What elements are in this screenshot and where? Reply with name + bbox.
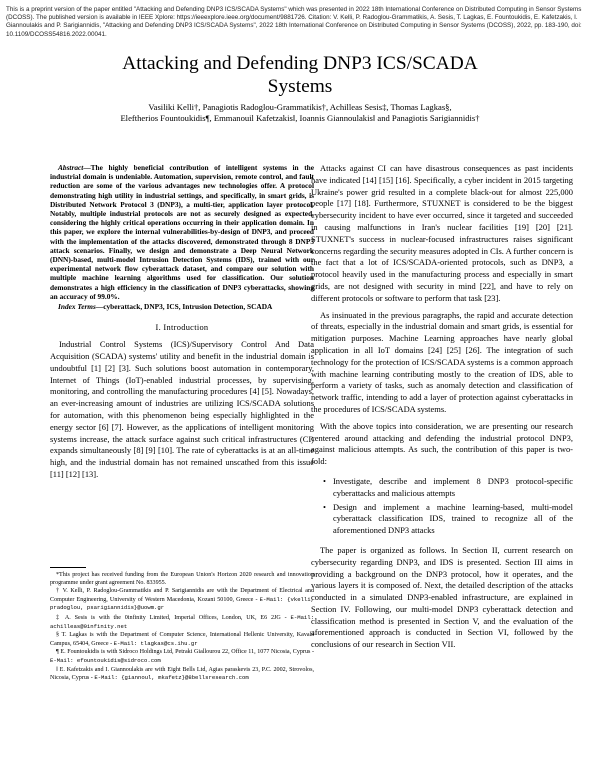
authors-line-2: Eleftherios Fountoukidis¶, Emmanouil Kafetzakis‖, Ioannis Giannoulakis‖ and Panagiotis Sarigiannidis†: [120, 113, 480, 123]
index-terms-text: —cyberattack, DNP3, ICS, Intrusion Detection, SCADA: [95, 302, 273, 312]
footnote-email: E-Mail: {vkelli, pradoglou, psarigiannidis}@uowm.gr: [50, 595, 314, 612]
footnote-email: E-Mail: efountoukidis@sidroco.com: [50, 656, 161, 664]
author-list: [50, 102, 550, 124]
footnote-eightbells: ‖ E. Kafetzakis and I. Giannoulakis are with Eight Bells Ltd, Agias paraskevis 23, P.C. 2002, Strovolos, Nicosia, Cyprus - E-Mail: {giannoul, mkafetz}@8bellsresearch.com: [50, 666, 314, 682]
bullet-icon: •: [323, 501, 326, 512]
abstract-text: —The highly beneficial contribution of intelligent systems in the industrial domain is undeniable. Automation, supervision, remote control, and fault reduction are some of the various advantages new technologies offer. A protocol demonstrating high utility in industrial settings, and specifically, in smart grids, is Distributed Network Protocol 3 (DNP3), a multi-tier, application layer protocol. Notably, multiple industrial protocols are not as securely designed as expected, considering the highly critical operations occurring in their application domain. In this paper, we explore the internal vulnerabilities-by-design of DNP3, and proceed with the implementation of the attacks discovered, demonstrated through 8 DNP3 attack scenarios. Finally, we design and demonstrate a Deep Neural Network (DNN)-based, multi-model Intrusion Detection Systems (IDS), trained with our experimental network flow cyberattack dataset, and compare our solution with multiple machine learning algorithms used for classification. Our solution demonstrates a high efficiency in the classification of DNP3 cyberattacks, showing an accuracy of 99.0%.: [50, 163, 314, 301]
title-line-2: Systems: [267, 76, 333, 97]
intro-paragraph-1: Industrial Control Systems (ICS)/Supervisory Control And Data Acquisition (SCADA) systems' utility and benefit in the industrial domain is undoubtful [1] [2] [3]. Such solutions boost automation in contemporary, Internet of Things (IoT)-enabled industrial processes, by supervising, monitoring, and controlling the manufacturing procedures [4] [5]. Nowadays, an ever-increasing amount of industries are utilizing ICS/SCADA solutions for automation, with this phenomenon being especially highlighted in the energy sector [6] [7]. However, as the applications of intelligent monitoring systems increase, the attack surface against such critical infrastructures (CI) expands simultaneously [8] [9] [10]. The rate of cyberattacks is at an all-time high, and the industrial domain has not remained unscathed from this issue [11] [12] [13].: [50, 339, 314, 480]
index-terms: [50, 302, 314, 311]
body-paragraph-organization: The paper is organized as follows. In Section II, current research on cybersecurity regarding DNP3, and IDS is presented. Section III aims in providing a background on the DNP3 protocol, how it operates, and the various layers it is composed of. Next, the detailed description of the attacks conducted in a simulated DNP3-enabled infrastructure, are explained in Section IV. Following, our multi-model DNP3 cyberattack detection and classification method is presented in Section V, and the evaluation of the aforementioned approach is conducted in Section VI, followed by the conclusions of our research in Section VII.: [311, 544, 573, 650]
footnotes: [50, 572, 314, 684]
footnote-sidroco: ¶ E. Fountoukidis is with Sidroco Holdings Ltd, Petraki Giallourou 22, Office 11, 1077 Nicosia, Cyprus - E-Mail: efountoukidis@sidroco.com: [50, 649, 314, 664]
authors-line-1: Vasiliki Kelli†, Panagiotis Radoglou-Grammatikis†, Achilleas Sesis‡, Thomas Lagkas§,: [148, 102, 452, 112]
preprint-notice: This is a preprint version of the paper entitled "Attacking and Defending DNP3 ICS/SCADA Systems" which was presented in 2022 18th International Conference on Distributed Computing in Sensor Systems (DCOSS). The published version is available in IEEE Xplore: https://ieeexplore.ieee.org/document/9881726. Citation: V. Kelli, P. Radoglou-Grammatikis, A. Sesis, T. Lagkas, E. Fountoukidis, E. Kafetzakis, I. Giannoulakis and P. Sarigiannidis, "Attacking and Defending DNP3 ICS/SCADA Systems", 2022 18th International Conference on Distributed Computing in Sensor Systems (DCOSS), 2022, pp. 183-190, doi: 10.1109/DCOSS54816.2022.00041.: [6, 6, 582, 38]
right-column: [311, 163, 573, 651]
body-paragraph: With the above topics into consideration, we are presenting our research centered around attacking and defending the industrial protocol DNP3, against malicious attempts. As such, the contribution of this paper is two-fold:: [311, 420, 573, 467]
footnote-0infinity: ‡ A. Sesis is with the 0infinity Limited, Imperial Offices, London, UK, E6 2JG - E-Mail: achilleas@0infinity.net: [50, 613, 314, 630]
footnote-uowm: † V. Kelli, P. Radoglou-Grammatikis and P. Sarigiannidis are with the Department of Electrical and Computer Engineering, University of Western Macedonia, Kozani 50100, Greece - E-Mail: {vkelli, pradoglou, psarigiannidis}@uowm.gr: [50, 588, 314, 612]
index-terms-label: Index Terms: [58, 302, 96, 312]
list-item: • Design and implement a machine learning-based, multi-model cyberattack classification IDS, trained to recognize all of the aforementioned DNP3 attacks: [323, 501, 573, 536]
footnote-funding: *This project has received funding from the European Union's Horizon 2020 research and innovation programme under grant agreement No. 833955.: [50, 572, 314, 586]
footnote-ihu: § T. Lagkas is with the Department of Computer Science, International Hellenic University, Kavala Campus, 65404, Greece - E-Mail: tlagkas@cs.ihu.gr: [50, 632, 314, 647]
body-paragraph: As insinuated in the previous paragraphs, the rapid and accurate detection of threats, especially in the industrial domain and smart grids, is essential for mitigation purposes. Machine Learning approaches have nearly global application in all IoT domains [24] [25] [26]. The integration of such technology for the protection of ICS/SCADA systems is a common approach with machine learning contributing mostly to the creation of IDS, able to perform a variety of tasks, such as anomaly detection and classification of network traffic, intending to add a layer of protection against cyberattacks in the procedures of ICS/SCADA systems.: [311, 309, 573, 414]
bullet-icon: •: [323, 475, 326, 486]
footnote-divider: [50, 567, 86, 568]
footnote-email: E-Mail: tlagkas@cs.ihu.gr: [113, 639, 198, 647]
abstract: [50, 163, 314, 301]
left-column: [50, 163, 314, 481]
list-item: • Investigate, describe and implement 8 DNP3 protocol-specific cyberattacks and malicious attempts: [323, 475, 573, 498]
section-heading-introduction: I. Introduction: [155, 323, 209, 333]
footnote-email: E-Mail: achilleas@0infinity.net: [50, 613, 314, 630]
title-line-1: Attacking and Defending DNP3 ICS/SCADA: [122, 53, 478, 74]
abstract-label: Abstract: [58, 163, 84, 172]
body-paragraph: Attacks against CI can have disastrous consequences as past incidents have indicated [14] [15] [16]. Specifically, a cyber incident in 2015 targeting Ukraine's power grid resulted in a complete black-out for almost 225,000 people [17] [18]. Furthermore, STUXNET is considered to be the biggest cybersecurity incident to have ever occurred, since it targeted and succeeded in causing malfunctions in Iran's nuclear facilities [19] [20] [21]. STUXNET's success in nuclear-focused infrastructures raises significant concerns regarding the security measures adopted in CIs. A further concern is the fact that a lot of ICS/SCADA-oriented protocols, such as DNP3, a protocol heavily used in the manufacturing process and especially in smart grids, are not designed with security in mind [22], and have to rely on different protocols or software to perform that task [23].: [311, 163, 573, 303]
paper-title: [40, 52, 560, 98]
footnote-email: E-Mail: {giannoul, mkafetz}@8bellsresearch.com: [94, 674, 249, 682]
contribution-list: [323, 476, 573, 537]
